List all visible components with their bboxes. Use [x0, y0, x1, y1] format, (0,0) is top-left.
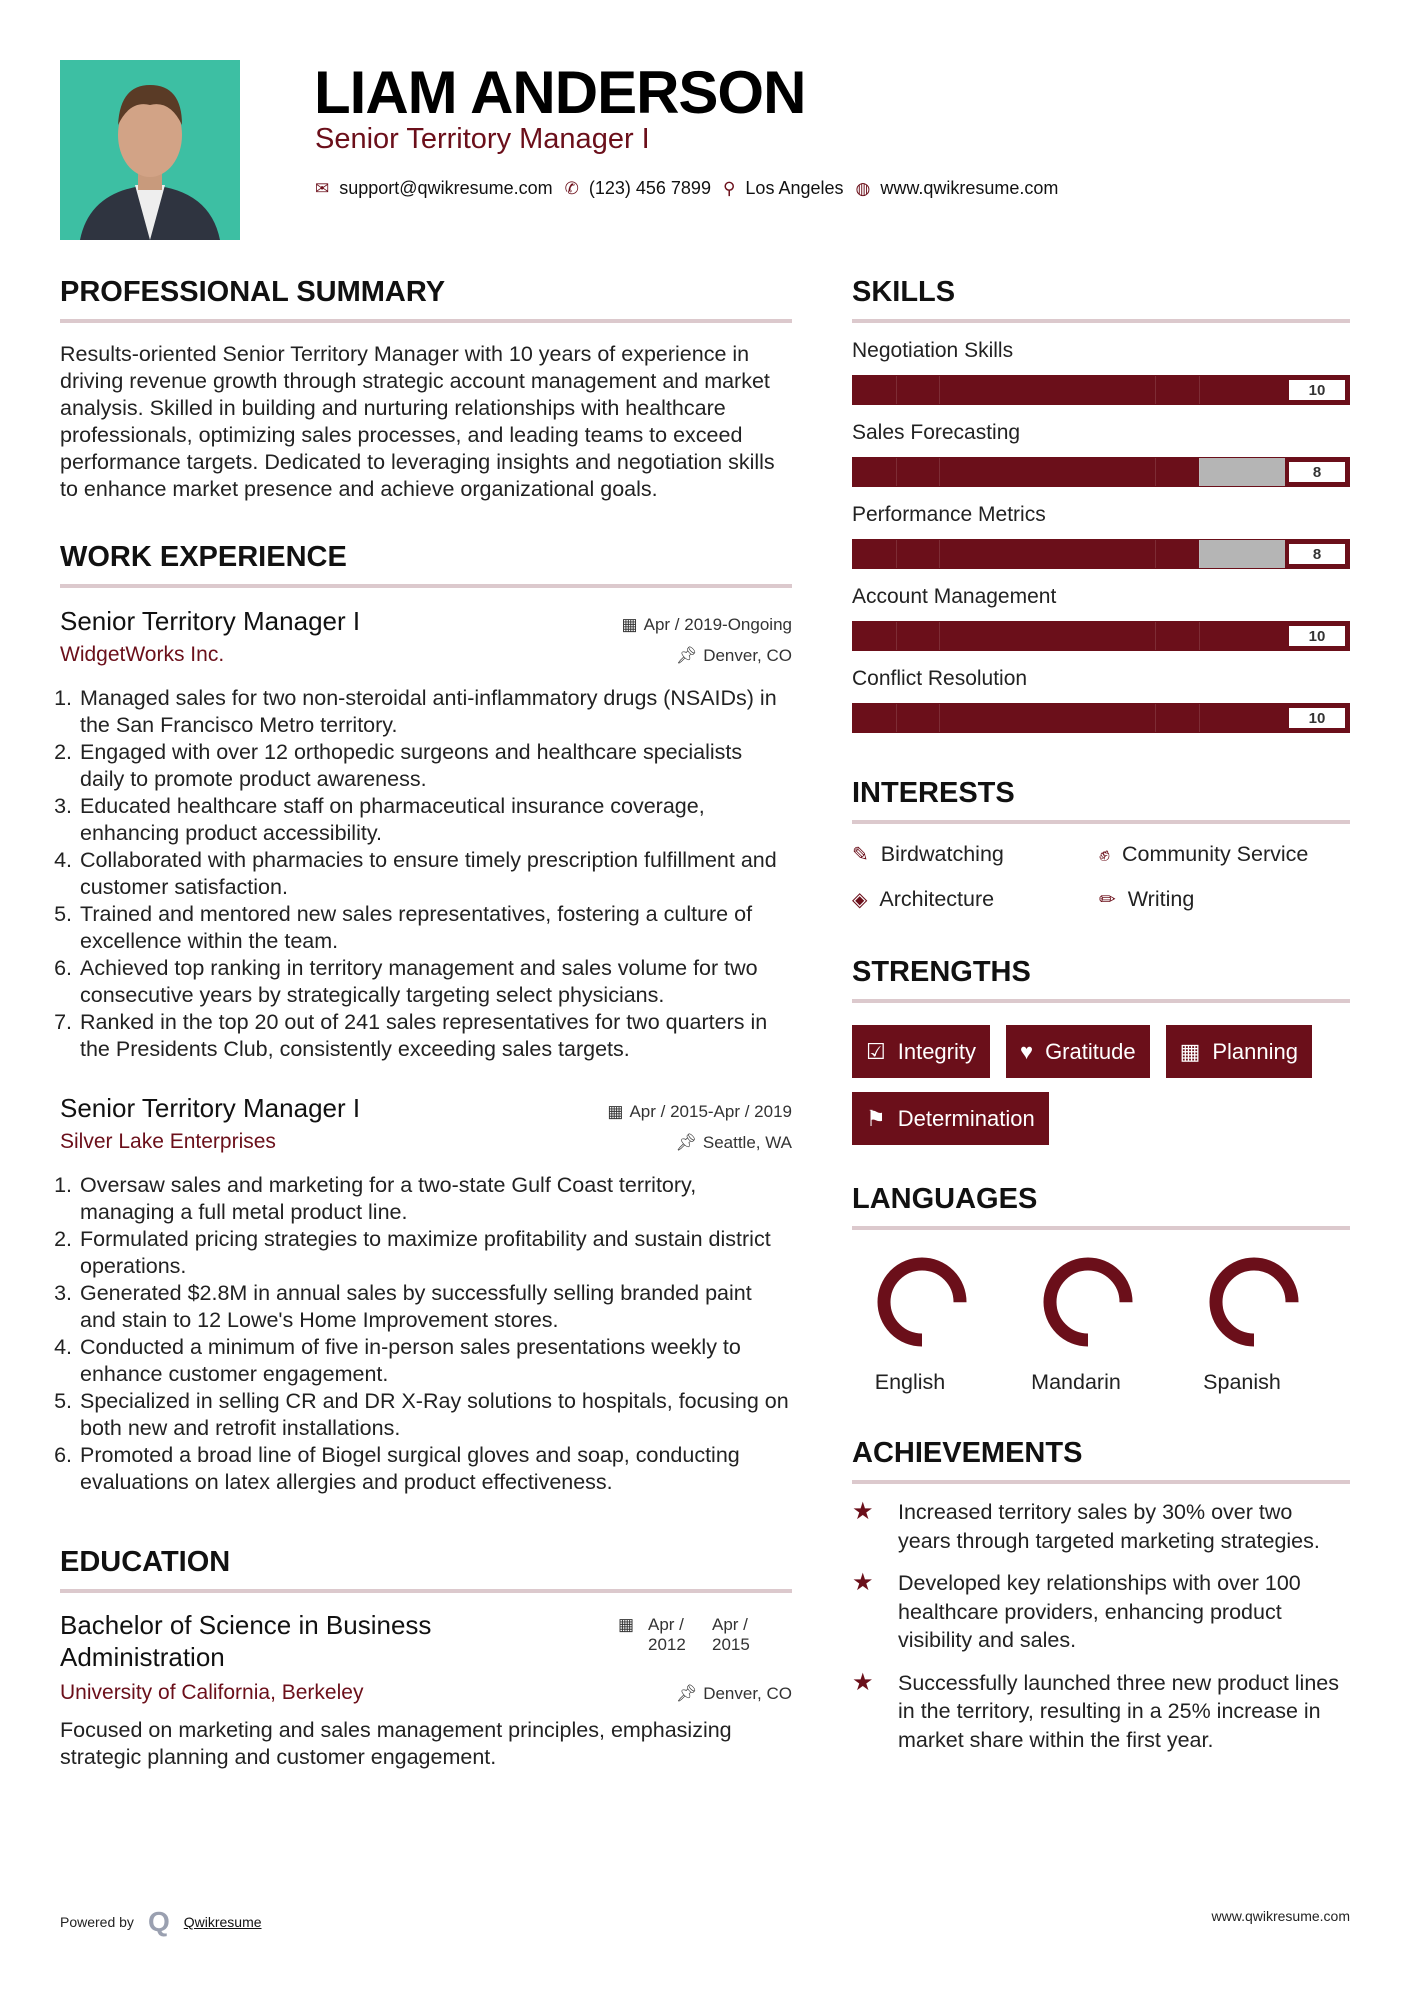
job-bullet: 3. Educated healthcare staff on pharmaceutical insurance coverage, enhancing product accessibility. — [78, 793, 792, 847]
job-bullet: 4. Collaborated with pharmacies to ensure timely prescription fulfillment and customer satisfaction. — [78, 847, 792, 901]
language-name: Mandarin — [1031, 1370, 1121, 1394]
school: University of California, Berkeley — [60, 1681, 364, 1704]
language-item — [852, 1252, 1018, 1395]
achievement-item — [852, 1569, 1350, 1655]
work-section — [60, 541, 792, 1496]
achievement-item — [852, 1498, 1350, 1555]
job-bullets — [78, 1172, 792, 1496]
contact-phone[interactable]: (123) 456 7899 — [588, 178, 711, 198]
achievements-section — [852, 1437, 1350, 1754]
shooting-star-icon: ★ — [852, 1569, 874, 1596]
map-pin-icon: ⚲ — [722, 178, 736, 198]
interest-item — [852, 887, 1099, 912]
skill-bar-fill — [853, 540, 1199, 568]
section-heading: EDUCATION — [60, 1546, 792, 1593]
contact-website[interactable]: www.qwikresume.com — [880, 178, 1059, 198]
strength-badge — [852, 1025, 990, 1078]
hand-icon: ✊︎ — [1099, 844, 1110, 866]
job-bullet: 6. Promoted a broad line of Biogel surgical gloves and soap, conducting evaluations on latex allergies and product effectiveness. — [78, 1442, 792, 1496]
contact-location: Los Angeles — [745, 178, 844, 198]
strength-label: Integrity — [897, 1038, 976, 1064]
right-column — [852, 276, 1350, 1782]
skill-bar — [852, 457, 1350, 487]
interests-section — [852, 777, 1350, 912]
profile-photo — [60, 60, 240, 240]
language-item — [1184, 1252, 1350, 1395]
interest-item — [1099, 842, 1349, 867]
strength-label: Determination — [897, 1105, 1035, 1131]
pencil-icon: ✏︎ — [1099, 889, 1116, 911]
skill-value: 10 — [1285, 376, 1349, 404]
left-column — [60, 276, 792, 1799]
language-level-arc — [1050, 1264, 1126, 1340]
language-item — [1018, 1252, 1184, 1395]
skill-name: Sales Forecasting — [852, 421, 1021, 444]
footer-website[interactable]: www.qwikresume.com — [1211, 1908, 1350, 1924]
section-heading: SKILLS — [852, 276, 1350, 323]
strength-badge — [852, 1092, 1049, 1145]
skill-bar-fill — [853, 622, 1285, 650]
skill-bar — [852, 539, 1350, 569]
language-name: Spanish — [1203, 1370, 1281, 1394]
language-level-ring — [1204, 1252, 1304, 1352]
skills-section — [852, 276, 1350, 733]
languages-section — [852, 1183, 1350, 1395]
job-title: Senior Territory Manager I — [60, 1093, 361, 1123]
phone-icon: ✆ — [564, 178, 579, 198]
interest-label: Writing — [1127, 887, 1195, 911]
skill-value: 10 — [1285, 622, 1349, 650]
skill-item — [852, 667, 1350, 733]
contact-bar — [315, 178, 1058, 199]
check-square-icon: ☑ — [866, 1038, 886, 1064]
job-location: Denver, CO — [703, 646, 792, 665]
strength-badge — [1006, 1025, 1150, 1078]
pin-icon: 📌︎ — [675, 1684, 698, 1703]
skill-value: 8 — [1285, 458, 1349, 486]
job-bullet: 5. Trained and mentored new sales representatives, fostering a culture of excellence within the team. — [78, 901, 792, 955]
language-name: English — [874, 1370, 946, 1394]
edit-icon: ✎ — [852, 844, 869, 866]
heart-icon: ♥ — [1020, 1038, 1034, 1064]
calendar-icon: ▦ — [617, 1615, 634, 1634]
qwikresume-logo-icon: Q — [147, 1906, 170, 1937]
interest-item — [852, 842, 1099, 867]
skill-name: Conflict Resolution — [852, 667, 1028, 690]
flag-checkered-icon: ⚑ — [866, 1105, 886, 1131]
job-bullet: 7. Ranked in the top 20 out of 241 sales representatives for two quarters in the Presidents Club, consistently exceeding sales targets. — [78, 1009, 792, 1063]
skill-name: Account Management — [852, 585, 1057, 608]
pin-icon: 📌︎ — [675, 1133, 697, 1152]
skill-item — [852, 421, 1350, 487]
shooting-star-icon: ★ — [852, 1498, 874, 1525]
achievement-text: Increased territory sales by 30% over two years through targeted marketing strategies. — [898, 1500, 1320, 1553]
strength-label: Planning — [1212, 1038, 1298, 1064]
job-bullet: 3. Generated $2.8M in annual sales by successfully selling branded paint and stain to 12 Lowe's Home Improvement stores. — [78, 1280, 792, 1334]
job-bullet: 5. Specialized in selling CR and DR X-Ray solutions to hospitals, focusing on both new and retrofit installations. — [78, 1388, 792, 1442]
skill-value: 10 — [1285, 704, 1349, 732]
education-section — [60, 1546, 792, 1771]
summary-section — [60, 276, 792, 503]
interest-item — [1099, 887, 1349, 912]
section-heading: INTERESTS — [852, 777, 1350, 824]
achievement-item — [852, 1669, 1350, 1755]
language-level-ring — [1038, 1252, 1138, 1352]
language-level-ring — [872, 1252, 972, 1352]
section-heading: STRENGTHS — [852, 956, 1350, 1003]
start-date: Apr / 2012 — [648, 1615, 686, 1654]
envelope-icon: ✉ — [315, 178, 330, 198]
language-level-arc — [884, 1264, 960, 1340]
strength-label: Gratitude — [1045, 1038, 1136, 1064]
section-heading: LANGUAGES — [852, 1183, 1350, 1230]
job-bullet: 2. Formulated pricing strategies to maximize profitability and sustain district operations. — [78, 1226, 792, 1280]
interest-label: Birdwatching — [880, 842, 1004, 866]
section-heading: ACHIEVEMENTS — [852, 1437, 1350, 1484]
calendar-icon: ▦ — [621, 615, 638, 634]
job-bullets — [78, 685, 792, 1063]
section-heading: WORK EXPERIENCE — [60, 541, 792, 588]
summary-text: Results-oriented Senior Territory Manager with 10 years of experience in driving revenue growth through strategic account management and market analysis. Skilled in building and nurturing relationships with healthcare professionals, optimizing sales processes, and leading teams to exceed performance targets. Dedicated to leveraging insights and negotiation skills to enhance market presence and achieve organizational goals. — [60, 342, 775, 501]
education-dates — [618, 1615, 762, 1655]
company-name: Silver Lake Enterprises — [60, 1130, 276, 1153]
education-location: Denver, CO — [703, 1684, 792, 1703]
calendar-icon: ▦ — [607, 1102, 624, 1121]
interest-label: Community Service — [1121, 842, 1309, 866]
candidate-title: Senior Territory Manager I — [315, 123, 650, 155]
skill-bar — [852, 375, 1350, 405]
job-location: Seattle, WA — [702, 1133, 792, 1152]
degree: Bachelor of Science in Business Administration — [60, 1610, 432, 1672]
skill-item — [852, 503, 1350, 569]
achievement-text: Successfully launched three new product lines in the territory, resulting in a 25% increase in market share within the first year. — [898, 1670, 1340, 1752]
section-heading: PROFESSIONAL SUMMARY — [60, 276, 792, 323]
skill-bar-fill — [853, 458, 1199, 486]
globe-icon: ◍ — [855, 178, 871, 198]
company-name: WidgetWorks Inc. — [60, 643, 225, 666]
skill-bar-fill — [853, 704, 1285, 732]
pin-icon: 📌︎ — [675, 646, 698, 665]
shooting-star-icon: ★ — [852, 1668, 874, 1696]
job-bullet: 1. Oversaw sales and marketing for a two-state Gulf Coast territory, managing a full metal product line. — [78, 1172, 792, 1226]
achievement-text: Developed key relationships with over 100 healthcare providers, enhancing product visibility and sales. — [898, 1571, 1301, 1652]
job-dates: Apr / 2015-Apr / 2019 — [629, 1102, 792, 1121]
skill-value: 8 — [1285, 540, 1349, 568]
education-text: Focused on marketing and sales management principles, emphasizing strategic planning and customer engagement. — [60, 1718, 732, 1769]
calendar-icon: ▦ — [1179, 1038, 1201, 1064]
skill-item — [852, 339, 1350, 405]
job-bullet: 6. Achieved top ranking in territory management and sales volume for two consecutive years by strategically targeting select physicians. — [78, 955, 792, 1009]
end-date: Apr / 2015 — [712, 1615, 750, 1654]
strengths-section — [852, 956, 1350, 1145]
strength-badge — [1166, 1025, 1312, 1078]
job-bullet: 1. Managed sales for two non-steroidal anti-inflammatory drugs (NSAIDs) in the San Francisco Metro territory. — [78, 685, 792, 739]
language-level-arc — [1216, 1264, 1292, 1340]
job-entry — [60, 1093, 792, 1496]
powered-by-label: Powered by — [60, 1914, 134, 1930]
skill-name: Negotiation Skills — [852, 339, 1014, 362]
candidate-name: LIAM ANDERSON — [314, 59, 806, 126]
contact-email[interactable]: support@qwikresume.com — [339, 178, 553, 198]
qwikresume-link[interactable]: Qwikresume — [183, 1914, 262, 1930]
skill-bar-fill — [853, 376, 1285, 404]
job-entry — [60, 606, 792, 1063]
skill-name: Performance Metrics — [852, 503, 1046, 526]
ticket-icon: ◈ — [852, 889, 868, 911]
job-bullet: 4. Conducted a minimum of five in-person sales presentations weekly to enhance customer engagement. — [78, 1334, 792, 1388]
interest-label: Architecture — [879, 887, 995, 911]
skill-bar — [852, 703, 1350, 733]
job-title: Senior Territory Manager I — [60, 606, 361, 636]
skill-bar — [852, 621, 1350, 651]
job-bullet: 2. Engaged with over 12 orthopedic surgeons and healthcare specialists daily to promote product awareness. — [78, 739, 792, 793]
footer-powered-by — [60, 1906, 262, 1938]
job-dates: Apr / 2019-Ongoing — [643, 615, 792, 634]
skill-item — [852, 585, 1350, 651]
